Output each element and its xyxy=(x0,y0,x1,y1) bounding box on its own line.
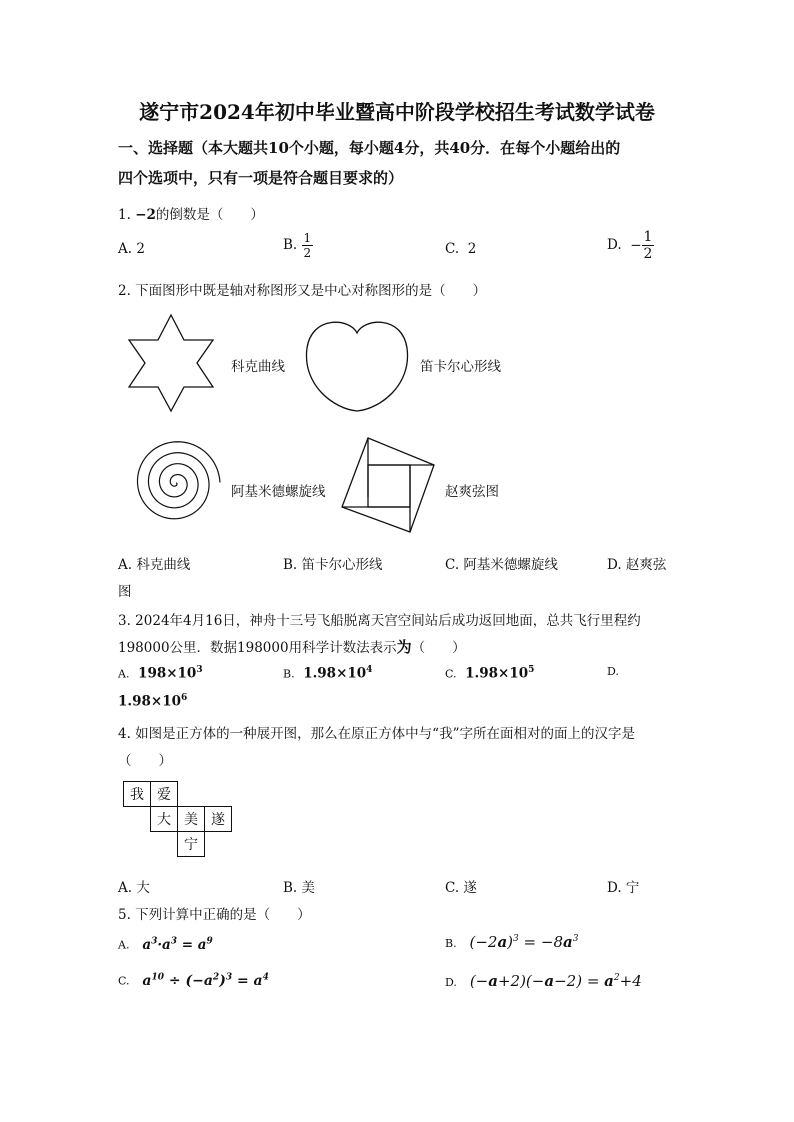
q1-math: −2 xyxy=(135,207,156,223)
q3-line2-paren: （ ） xyxy=(411,640,466,656)
q3-line2-text: 198000公里．数据198000用科学计数法表示 xyxy=(118,640,397,656)
q5-option-a xyxy=(118,936,213,953)
spiral-figure xyxy=(128,435,224,531)
q3-option-b-exp: 4 xyxy=(366,665,373,675)
q4-option-d: D. 宁 xyxy=(607,880,640,896)
q5-option-d-expr: $(-a+2)(-a-2) = a^2+4$ xyxy=(469,972,642,990)
q3-option-a-label: A. xyxy=(118,667,130,681)
cardioid-figure xyxy=(302,313,412,413)
q5-option-b-label: B. xyxy=(445,937,457,950)
zhao-shuang-shape xyxy=(342,438,434,532)
q1-option-c-label: C. xyxy=(445,241,460,257)
q3-option-c-exp: 5 xyxy=(528,665,535,675)
q3-option-d-exp: 6 xyxy=(180,693,188,703)
question-5-stem: 5. 下列计算中正确的是（ ） xyxy=(118,907,311,923)
cube-net xyxy=(123,781,243,865)
fig-label-koch: 科克曲线 xyxy=(231,359,285,375)
q5-option-a-expr: $a^3\cdot a^3 = a^9$ xyxy=(142,936,213,953)
q5-option-c-label: C. xyxy=(118,974,130,988)
q3-option-d-base: 1.98×10 xyxy=(118,693,181,710)
fig-label-cardioid: 笛卡尔心形线 xyxy=(420,359,501,375)
koch-star-shape xyxy=(129,315,213,411)
question-1-stem xyxy=(118,203,264,223)
q3-option-d xyxy=(118,693,187,710)
q3-option-d-label: D. xyxy=(607,665,619,678)
q5-option-c-expr: $a^{10} \div (-a^2)^3 = a^4$ xyxy=(142,972,269,989)
q4-option-a: A. 大 xyxy=(118,880,150,896)
cube-net-cell-mei: 美 xyxy=(177,806,205,832)
q3-option-c xyxy=(445,665,534,682)
fig-label-spiral: 阿基米德螺旋线 xyxy=(231,484,326,500)
question-3-line1: 3. 2024年4月16日，神舟十三号飞船脱离天宫空间站后成功返回地面，总共飞行里程约 xyxy=(118,613,641,629)
koch-star-figure xyxy=(126,313,216,413)
q1-option-b xyxy=(283,232,313,259)
q2-option-a: A. 科克曲线 xyxy=(118,557,191,573)
q5-option-b xyxy=(445,933,578,951)
q3-option-a-exp: 3 xyxy=(196,665,203,675)
page-title: 遂宁市2024年初中毕业暨高中阶段学校招生考试数学试卷 xyxy=(139,100,655,124)
cube-net-cell-ning: 宁 xyxy=(177,831,205,857)
q5-option-d xyxy=(445,972,642,990)
q4-option-c: C. 遂 xyxy=(445,880,477,896)
q1-option-c-value: 2 xyxy=(467,241,477,257)
q5-option-c xyxy=(118,972,269,989)
q3-option-a-base: 198×10 xyxy=(138,665,197,682)
cube-net-cell-da: 大 xyxy=(150,806,178,832)
q1-option-d-sign: − xyxy=(630,237,642,254)
q3-option-b-base: 1.98×10 xyxy=(303,665,367,682)
cube-net-cell-wo: 我 xyxy=(123,781,151,807)
q1-number: 1. xyxy=(118,207,131,223)
q4-option-b: B. 美 xyxy=(283,880,316,896)
q3-option-c-base: 1.98×10 xyxy=(465,665,529,682)
q2-option-d-wrap: 图 xyxy=(118,584,132,600)
q3-option-b-label: B. xyxy=(283,667,295,681)
cube-net-cell-sui: 遂 xyxy=(204,806,232,832)
q1-option-b-label: B. xyxy=(283,237,298,253)
q5-option-d-label: D. xyxy=(445,976,457,989)
fig-label-zhao: 赵爽弦图 xyxy=(445,484,499,500)
section-header-line1: 一、选择题（本大题共10个小题，每小题4分，共40分．在每个小题给出的 xyxy=(118,139,621,157)
q5-option-b-expr: $(-2a)^3 = -8a^3$ xyxy=(469,933,579,951)
question-2-stem: 2. 下面图形中既是轴对称图形又是中心对称图形的是（ ） xyxy=(118,283,487,299)
question-4-line1: 4. 如图是正方体的一种展开图，那么在原正方体中与“我”字所在面相对的面上的汉字是 xyxy=(118,726,635,742)
q1-option-d-label: D. xyxy=(607,237,622,253)
q2-option-d: D. 赵爽弦 xyxy=(607,557,667,573)
section-header-line2: 四个选项中，只有一项是符合题目要求的） xyxy=(118,169,404,187)
q1-option-d-fraction: $\frac{1}{2}$ xyxy=(643,229,653,262)
q1-option-d xyxy=(607,230,654,261)
q3-option-c-label: C. xyxy=(445,667,457,681)
q3-option-a xyxy=(118,665,203,682)
q1-stem-text: 的倒数是（ ） xyxy=(155,207,264,223)
q3-option-b xyxy=(283,665,372,682)
question-4-line2: （ ） xyxy=(118,753,172,769)
q3-line2-wei: 为 xyxy=(396,638,412,656)
zhao-shuang-figure xyxy=(338,435,442,535)
q1-option-b-fraction: $\frac{1}{2}$ xyxy=(303,231,312,260)
spiral-shape xyxy=(138,442,220,519)
cube-net-cell-ai: 爱 xyxy=(150,781,178,807)
q1-option-c xyxy=(445,241,476,257)
q2-option-b: B. 笛卡尔心形线 xyxy=(283,557,383,573)
q1-option-a: A. 2 xyxy=(118,241,145,257)
q2-option-c: C. 阿基米德螺旋线 xyxy=(445,557,558,573)
question-3-line2 xyxy=(118,636,466,657)
cardioid-shape xyxy=(306,322,407,411)
q5-option-a-label: A. xyxy=(118,938,130,952)
